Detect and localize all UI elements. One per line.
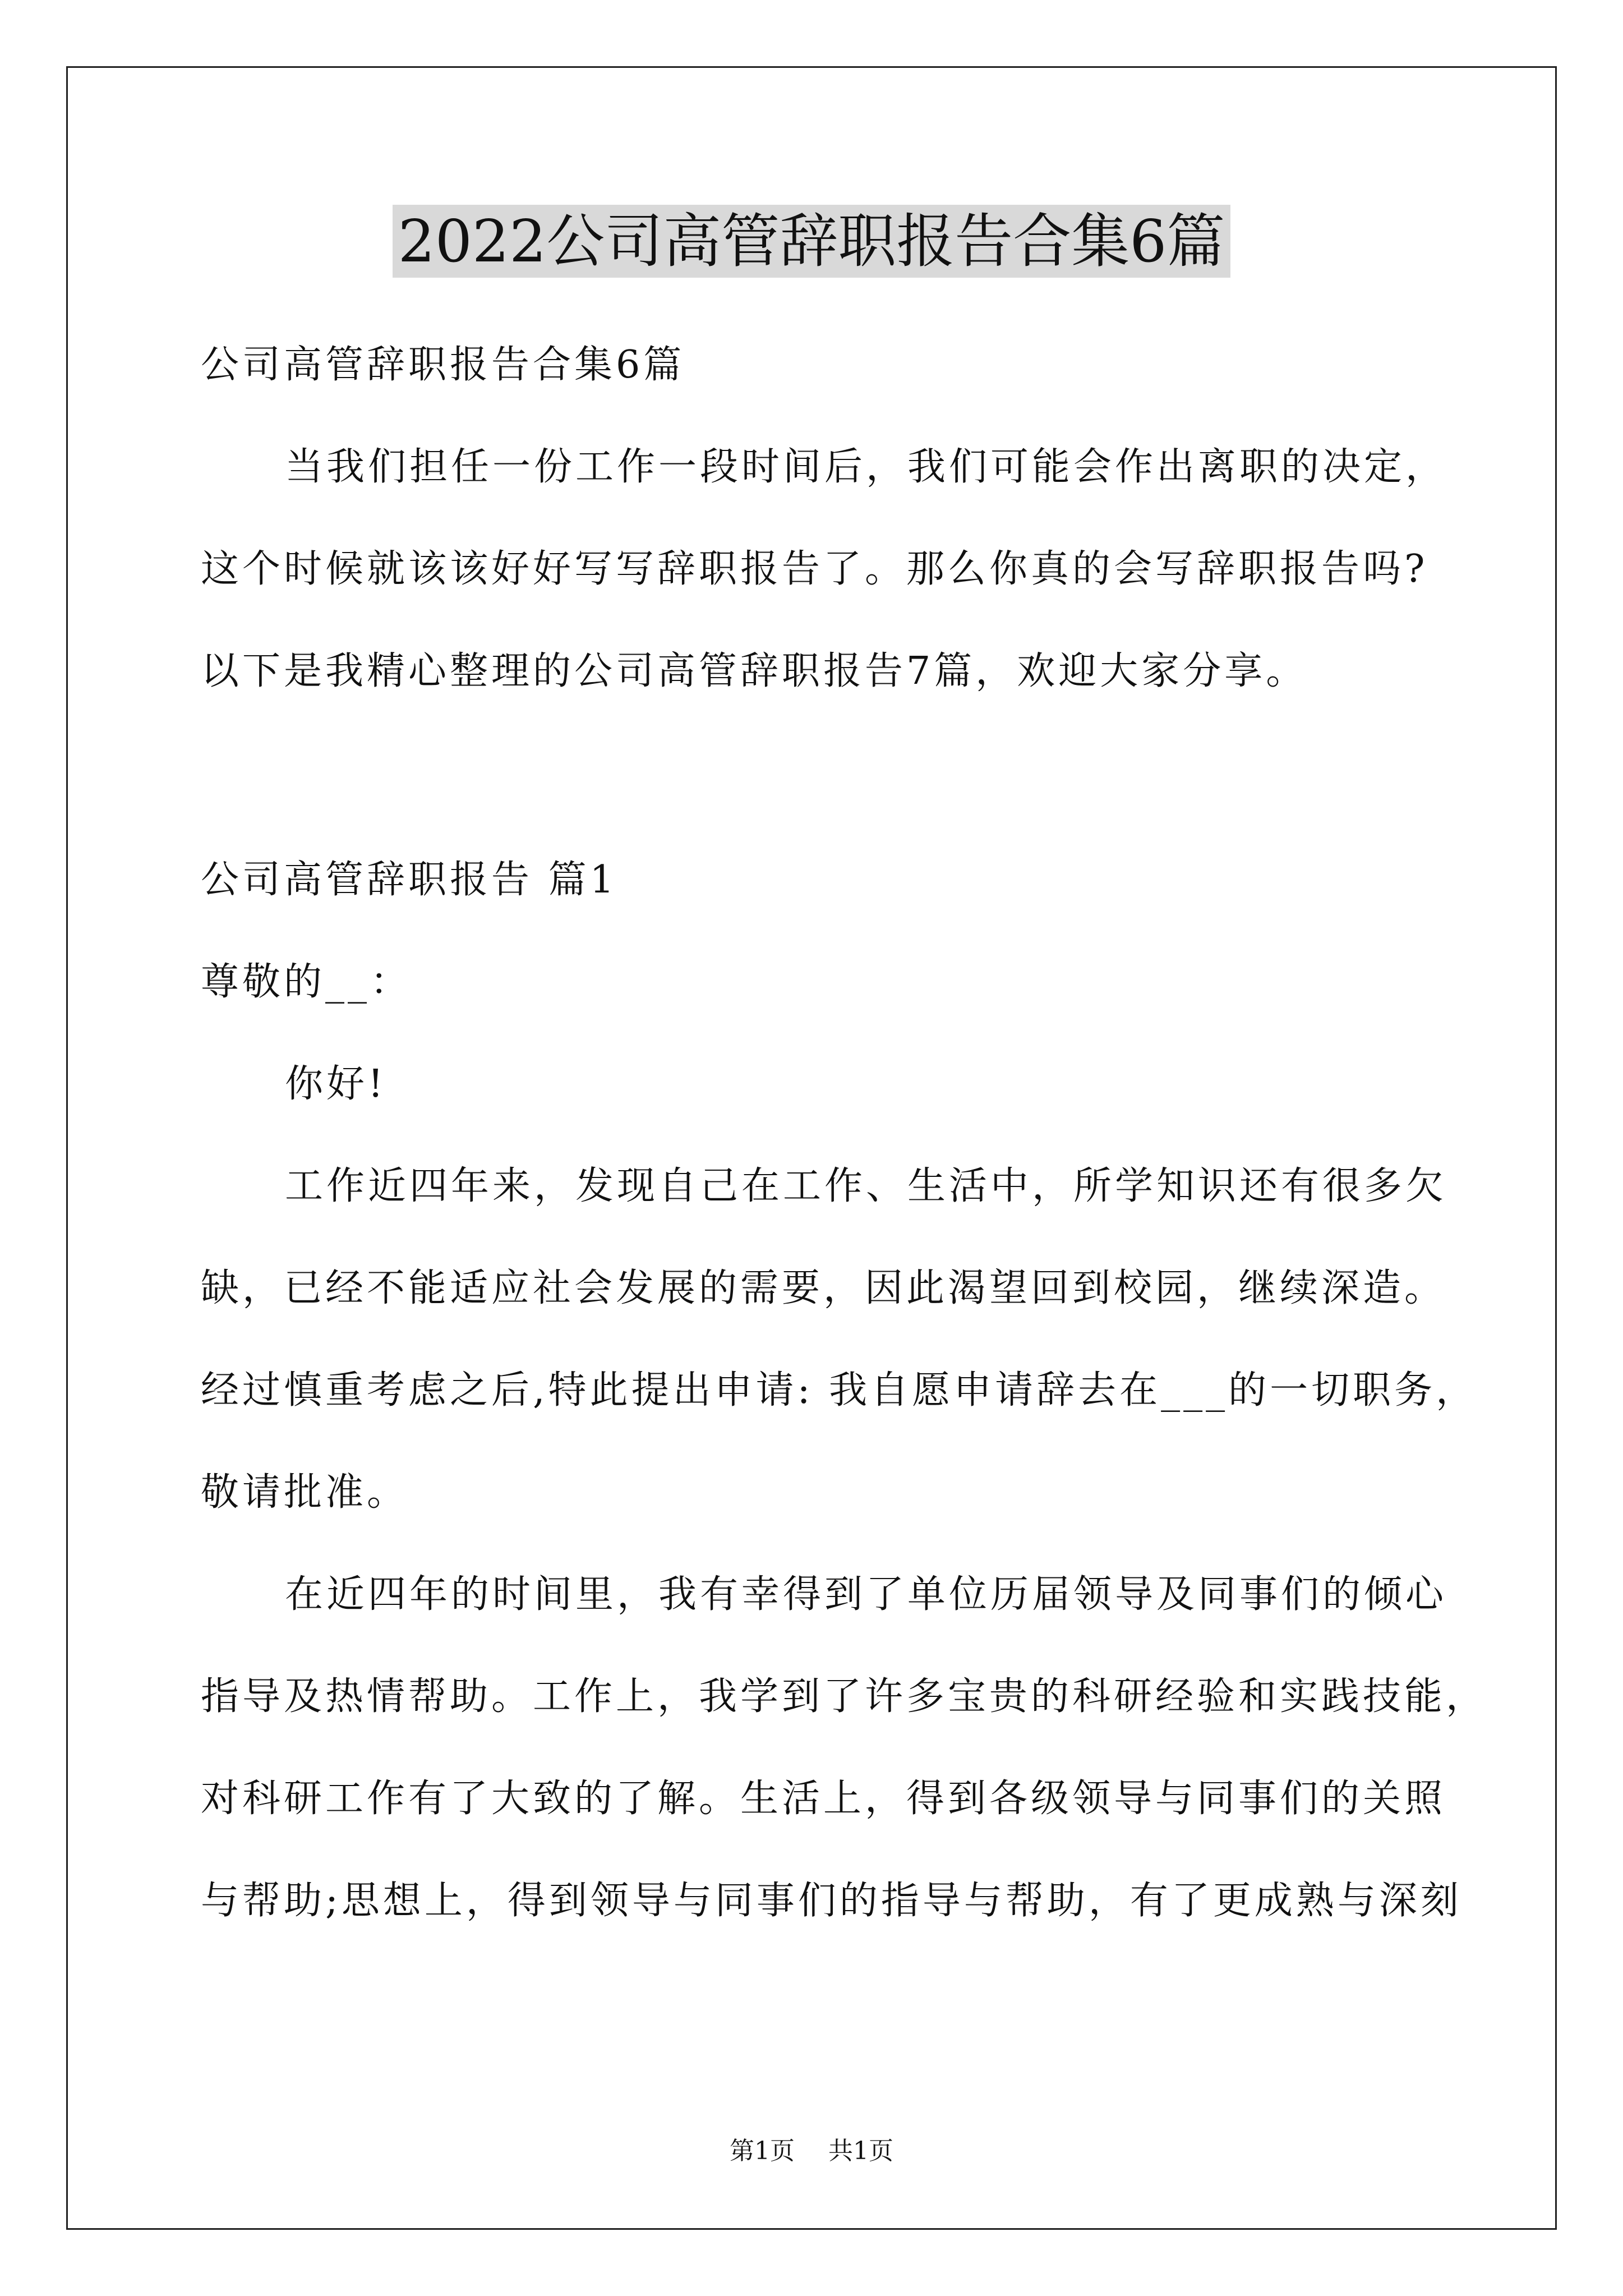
section-heading: 公司高管辞职报告 篇1 — [201, 858, 617, 902]
spacer — [201, 723, 1435, 829]
document-title-text: 2022公司高管辞职报告合集6篇 — [393, 205, 1231, 278]
intro-line: 当我们担任一份工作一段时间后，我们可能会作出离职的决定， — [285, 445, 1447, 489]
page-footer — [0, 2134, 1623, 2168]
greeting: 你好! — [285, 1062, 387, 1106]
paragraph-line: 与帮助;思想上，得到领导与同事们的指导与帮助，有了更成熟与深刻 — [201, 1879, 1462, 1923]
page-current: 第1页 — [730, 2137, 795, 2165]
document-body — [201, 314, 1488, 1952]
page-total: 共1页 — [828, 2137, 893, 2165]
intro-line: 这个时候就该该好好写写辞职报告了。那么你真的会写辞职报告吗? — [201, 547, 1428, 591]
paragraph-line: 对科研工作有了大致的了解。生活上，得到各级领导与同事们的关照 — [201, 1777, 1446, 1821]
document-title — [0, 202, 1623, 280]
paragraph-line: 工作近四年来，发现自己在工作、生活中，所学知识还有很多欠 — [285, 1164, 1447, 1208]
paragraph-line: 指导及热情帮助。工作上，我学到了许多宝贵的科研经验和实践技能， — [201, 1674, 1488, 1719]
salutation: 尊敬的__： — [201, 960, 412, 1004]
paragraph-line: 在近四年的时间里，我有幸得到了单位历届领导及同事们的倾心 — [285, 1572, 1447, 1617]
intro-line: 以下是我精心整理的公司高管辞职报告7篇，欢迎大家分享。 — [201, 649, 1308, 693]
subtitle: 公司高管辞职报告合集6篇 — [201, 343, 685, 387]
paragraph-line: 缺，已经不能适应社会发展的需要，因此渴望回到校园，继续深造。 — [201, 1266, 1446, 1310]
paragraph-line: 敬请批准。 — [201, 1470, 409, 1515]
paragraph-line: 经过慎重考虑之后,特此提出申请: 我自愿申请辞去在___的一切职务， — [201, 1368, 1478, 1412]
